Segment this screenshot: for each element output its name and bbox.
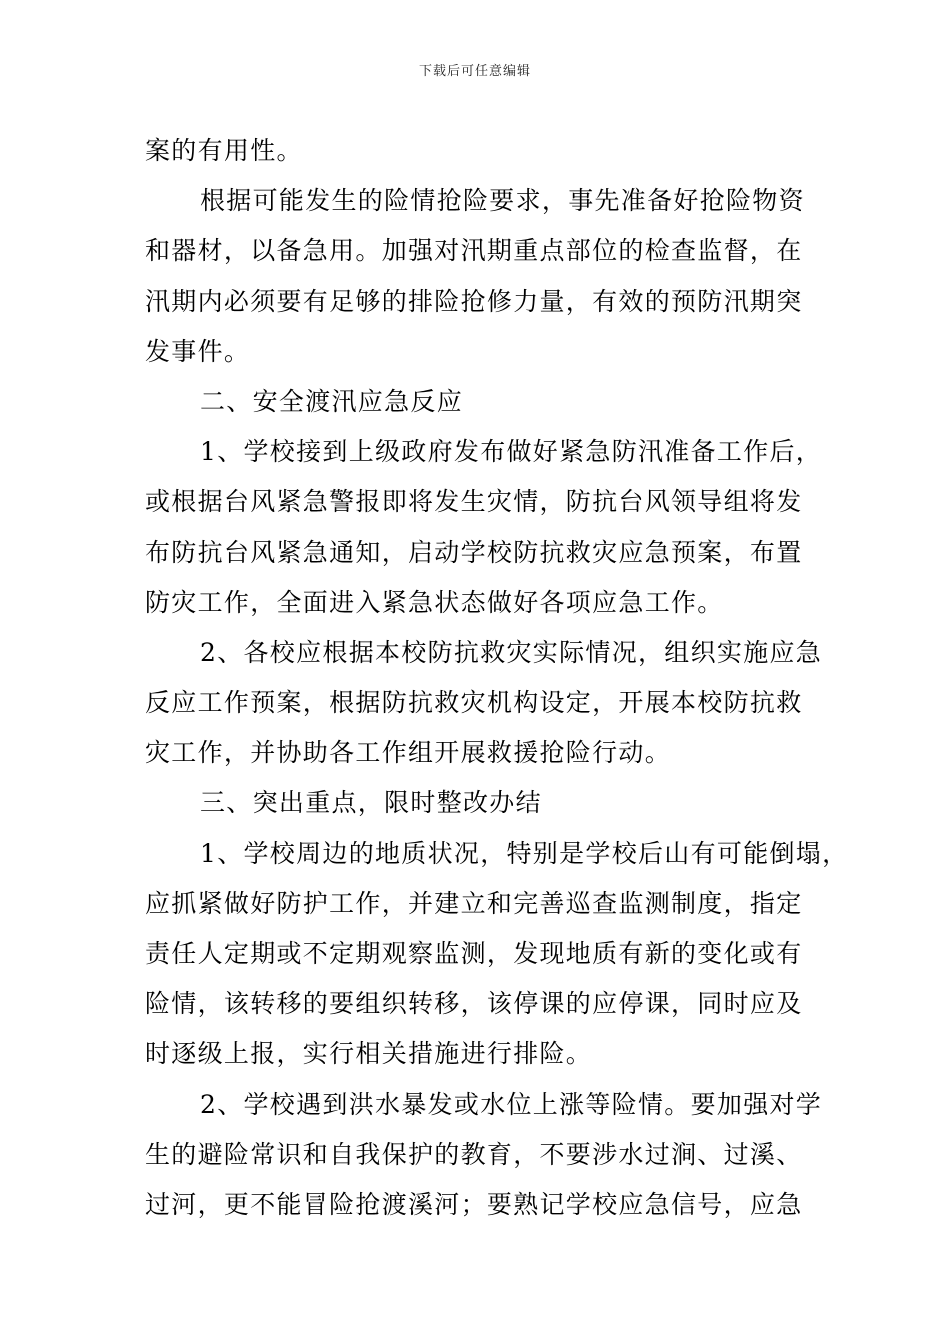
text-line: 布防抗台风紧急通知，启动学校防抗救灾应急预案，布置 — [145, 537, 803, 567]
document-body — [145, 126, 849, 1230]
section-heading: 三、突出重点，限时整改办结 — [200, 788, 542, 818]
text-line: 灾工作，并协助各工作组开展救援抢险行动。 — [145, 738, 672, 768]
paragraph-start-line: 2、各校应根据本校防抗救灾实际情况，组织实施应急 — [200, 637, 823, 667]
text-line: 责任人定期或不定期观察监测，发现地质有新的变化或有 — [145, 939, 803, 968]
text-line: 应抓紧做好防护工作，并建立和完善巡查监测制度，指定 — [145, 888, 803, 918]
text-line: 防灾工作，全面进入紧急状态做好各项应急工作。 — [145, 587, 724, 617]
text-line: 或根据台风紧急警报即将发生灾情，防抗台风领导组将发 — [145, 487, 803, 517]
text-line: 案的有用性。 — [145, 136, 303, 165]
text-line: 发事件。 — [145, 336, 251, 366]
page-header: 下载后可任意编辑 — [418, 64, 531, 79]
text-line: 险情，该转移的要组织转移，该停课的应停课，同时应及 — [145, 989, 803, 1019]
paragraph-start-line: 根据可能发生的险情抢险要求，事先准备好抢险物资 — [200, 186, 805, 216]
text-line: 和器材，以备急用。加强对汛期重点部位的检查监督，在 — [145, 236, 803, 266]
paragraph-start-line: 1、学校周边的地质状况，特别是学校后山有可能倒塌， — [200, 838, 849, 868]
text-line: 生的避险常识和自我保护的教育，不要涉水过涧、过溪、 — [145, 1139, 803, 1169]
text-line: 汛期内必须要有足够的排险抢修力量，有效的预防汛期突 — [145, 286, 803, 316]
text-line: 时逐级上报，实行相关措施进行排险。 — [145, 1039, 593, 1069]
text-line: 过河，更不能冒险抢渡溪河；要熟记学校应急信号，应急 — [145, 1189, 803, 1219]
text-line: 反应工作预案，根据防抗救灾机构设定，开展本校防抗救 — [145, 688, 803, 718]
paragraph-start-line: 2、学校遇到洪水暴发或水位上涨等险情。要加强对学 — [200, 1089, 823, 1119]
paragraph-start-line: 1、学校接到上级政府发布做好紧急防汛准备工作后， — [200, 437, 823, 467]
section-heading: 二、安全渡汛应急反应 — [200, 386, 464, 416]
